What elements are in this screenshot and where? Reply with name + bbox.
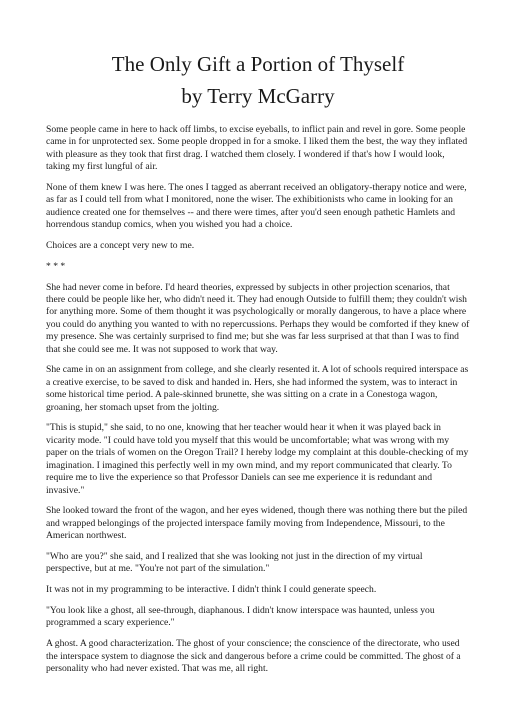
- paragraph: She looked toward the front of the wagon, and her eyes widened, though there was nothing there but the piled and wrapped belongings of the projected interspace family moving from Independence, Missouri, to the American northwest.: [46, 505, 468, 542]
- paragraph: "Who are you?" she said, and I realized that she was looking not just in the direction of my virtual perspective, but at me. "You're not part of the simulation.": [46, 550, 423, 575]
- paragraph: It was not in my programming to be interactive. I didn't think I could generate speech.: [46, 584, 377, 596]
- paragraph: Some people came in here to hack off limbs, to excise eyeballs, to inflict pain and revel in gore. Some people came in for unprotected sex. Some people dropped in for a smoke. I liked them the best, the way they inflated with pleasure as they took that first drag. I watched them closely. I wondered if that's how I would look, taking my first lungful of air.: [46, 124, 468, 173]
- paragraph: Choices are a concept very new to me.: [46, 240, 195, 252]
- paragraph: "This is stupid," she said, to no one, knowing that her teacher would hear it when it was played back in vicarity mode. "I could have told you myself that this would be uncomfortable; what was wrong with my paper on the trials of women on the Oregon Trail? I hereby lodge my complaint at this double-checking of my imagination. I imagined this perfectly well in my own mind, and my report communicated that clearly. To require me to live the experience so that Professor Daniels can see me experience it is redundant and invasive.": [46, 422, 469, 496]
- paragraph: She came in on an assignment from college, and she clearly resented it. A lot of schools required interspace as a creative exercise, to be saved to disk and handed in. Hers, she had informed the system, was to interact in some historical time period. A pale-skinned brunette, she was sitting on a crate in a Conestoga wagon, groaning, her stomach upset from the jolting.: [46, 364, 469, 413]
- story-byline: by Terry McGarry: [181, 84, 335, 108]
- story-title: The Only Gift a Portion of Thyself: [111, 52, 405, 76]
- section-break: * * *: [46, 260, 66, 272]
- paragraph: A ghost. A good characterization. The ghost of your conscience; the conscience of the directorate, who used the interspace system to diagnose the sick and dangerous before a crime could be committed. The ghost of a personality who had never existed. That was me, all right.: [46, 638, 461, 674]
- paragraph: "You look like a ghost, all see-through, diaphanous. I didn't know interspace was haunted, unless you programmed a scary experience.": [46, 604, 435, 629]
- paragraph: None of them knew I was here. The ones I tagged as aberrant received an obligatory-therapy notice and were, as far as I could tell from what I monitored, none the wiser. The exhibitionists who came in looking for an audience created one for themselves -- and there were times, after you'd seen enough pathetic Hamlets and horrendous standup comics, when you wished you had a choice.: [46, 182, 467, 231]
- paragraph: She had never come in before. I'd heard theories, expressed by subjects in other projection scenarios, that there could be people like her, who didn't need it. They had enough Outside to fulfill them; they couldn't wish for anything more. Some of them thought it was psychologically or morally dangerous, to have a place where you could do anything you wanted to with no repercussions. Perhaps they would be comforted if they knew of my presence. She was certainly surprised to find me; but she was far less surprised at that than I was to find that she could see me. It was not supposed to work that way.: [46, 281, 470, 355]
